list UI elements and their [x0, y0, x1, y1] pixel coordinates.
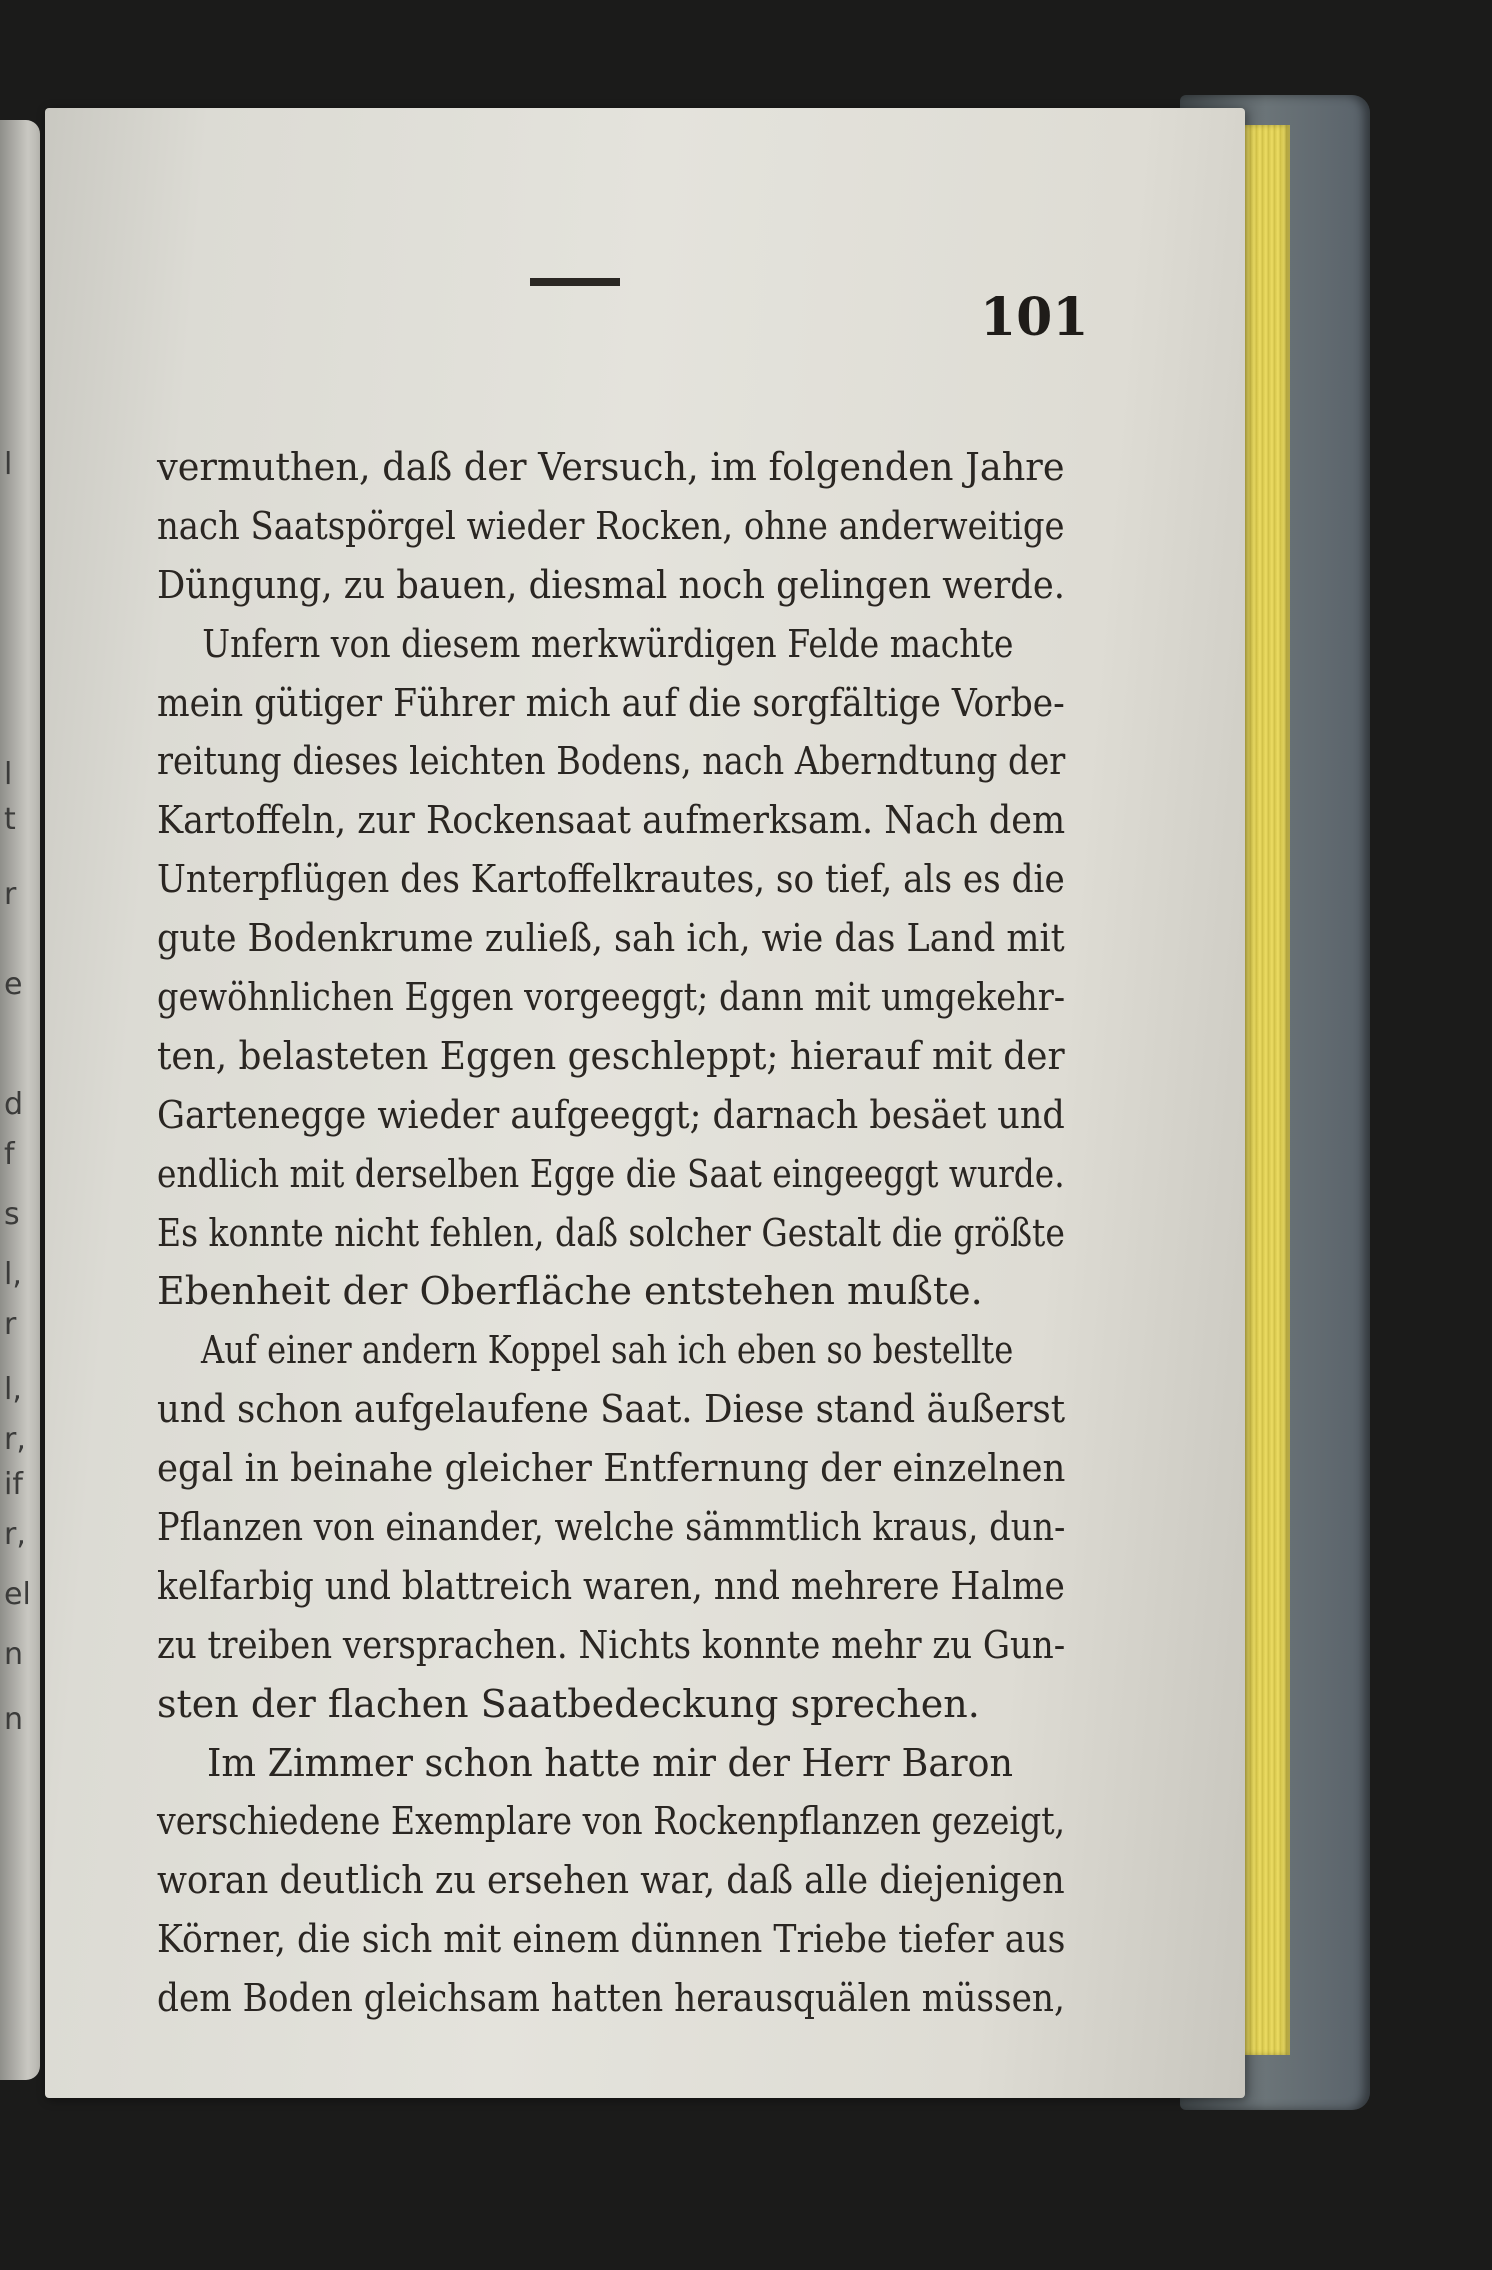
facing-page-fragment: l [4, 447, 13, 482]
facing-page-fragment: l [4, 757, 13, 792]
facing-page-edge [0, 120, 40, 2080]
text-line: woran deutlich zu ersehen war, daß alle diejenigen [157, 1858, 1065, 1903]
text-line: Düngung, zu bauen, diesmal noch gelingen werde. [157, 562, 1065, 607]
facing-page-fragment: e [4, 967, 23, 1002]
text-line: egal in beinahe gleicher Entfernung der einzelnen [157, 1446, 1066, 1491]
text-line: gewöhnlichen Eggen vorgeeggt; dann mit umgekehr- [157, 975, 1066, 1020]
facing-page-fragment: l, [4, 1372, 22, 1407]
facing-page-fragment: el [4, 1577, 31, 1612]
facing-page-fragments [0, 120, 40, 2080]
text-line: nach Saatspörgel wieder Rocken, ohne anderweitige [157, 503, 1065, 548]
facing-page-fragment: r, [4, 1422, 26, 1457]
text-line: Körner, die sich mit einem dünnen Triebe tiefer aus [157, 1917, 1066, 1962]
text-line: Unterpflügen des Kartoffelkrautes, so tief, als es die [157, 857, 1065, 902]
facing-page-fragment: t [4, 802, 16, 837]
text-line: mein gütiger Führer mich auf die sorgfältige Vorbe- [157, 680, 1065, 725]
text-line: Auf einer andern Koppel sah ich eben so bestellte [201, 1328, 1014, 1373]
text-line: vermuthen, daß der Versuch, im folgenden Jahre [157, 445, 1065, 489]
text-line: Unfern von diesem merkwürdigen Felde machte [202, 621, 1014, 666]
text-line: Ebenheit der Oberfläche entstehen mußte. [157, 1269, 983, 1314]
text-line: Pflanzen von einander, welche sämmtlich kraus, dun- [157, 1505, 1066, 1550]
text-line: reitung dieses leichten Bodens, nach Aberndtung der [157, 739, 1066, 784]
text-line: dem Boden gleichsam hatten herausquälen müssen, [157, 1976, 1065, 2021]
facing-page-fragment: s [4, 1197, 20, 1232]
page-body-text [157, 438, 1065, 2028]
facing-page-fragment: r, [4, 1517, 26, 1552]
text-line: Kartoffeln, zur Rockensaat aufmerksam. Nach dem [157, 798, 1066, 843]
text-line: sten der flachen Saatbedeckung sprechen. [157, 1681, 980, 1726]
text-line: endlich mit derselben Egge die Saat eingeeggt wurde. [157, 1151, 1065, 1196]
text-line: gute Bodenkrume zuließ, sah ich, wie das Land mit [157, 916, 1065, 961]
text-line: und schon aufgelaufene Saat. Diese stand äußerst [157, 1387, 1066, 1432]
text-line: kelfarbig und blattreich waren, nnd mehrere Halme [157, 1563, 1065, 1608]
facing-page-fragment: r [4, 1307, 17, 1342]
text-line: verschiedene Exemplare von Rockenpflanzen gezeigt, [157, 1799, 1066, 1844]
text-line: Es konnte nicht fehlen, daß solcher Gestalt die größte [157, 1210, 1065, 1255]
facing-page-fragment: f [4, 1137, 15, 1172]
text-line: Gartenegge wieder aufgeeggt; darnach besäet und [157, 1092, 1065, 1137]
facing-page-fragment: r [4, 877, 17, 912]
page-number: 101 [980, 287, 1089, 348]
facing-page-fragment: d [4, 1087, 24, 1122]
facing-page-fragment: n [4, 1702, 24, 1737]
facing-page-fragment: l, [4, 1257, 22, 1292]
text-line: zu treiben versprachen. Nichts konnte mehr zu Gun- [157, 1622, 1066, 1667]
facing-page-fragment: n [4, 1637, 24, 1672]
facing-page-fragment: if [4, 1467, 23, 1502]
book-page [45, 108, 1245, 2098]
header-ornament-rule [530, 278, 620, 286]
text-line: ten, belasteten Eggen geschleppt; hierauf mit der [157, 1033, 1065, 1078]
text-line: Im Zimmer schon hatte mir der Herr Baron [206, 1740, 1014, 1785]
